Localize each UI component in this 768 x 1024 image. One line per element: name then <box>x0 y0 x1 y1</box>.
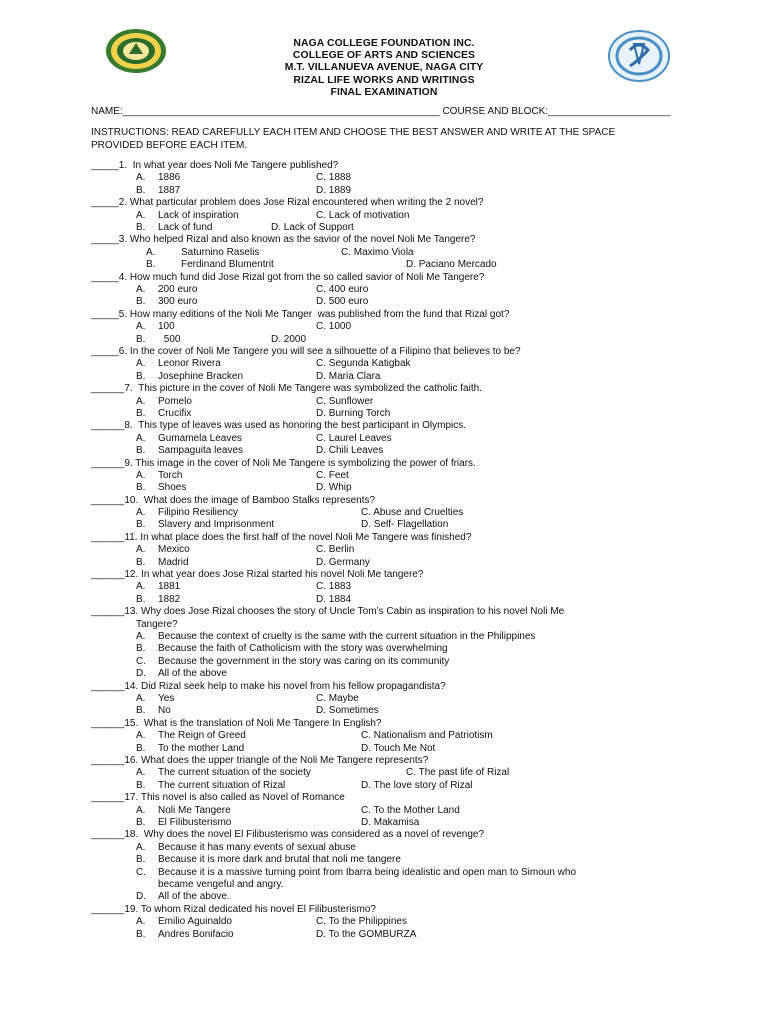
choice-option: C. Laurel Leaves <box>316 432 392 444</box>
choice-option: Sampaguita leaves <box>158 445 244 457</box>
choice-option: D. 1884 <box>316 593 352 605</box>
choice-option: Lack of inspiration <box>158 209 239 221</box>
choice-option: Mexico <box>158 544 190 556</box>
choice-option: Pomelo <box>158 395 192 407</box>
choice-letter: B. <box>136 593 146 605</box>
question-text: ______13. Why does Jose Rizal chooses the story of Uncle Tom’s Cabin as inspiration to his novel Noli Me <box>91 606 565 618</box>
choice-letter: B. <box>136 184 146 196</box>
choice-option: D. Whip <box>316 482 352 494</box>
choice-letter: B. <box>136 519 146 531</box>
choice-option: 500 <box>161 333 181 345</box>
question-text: ______19. To whom Rizal dedicated his novel El Filibusterismo? <box>91 903 376 915</box>
header-line: FINAL EXAMINATION <box>330 86 438 98</box>
choice-row <box>91 631 691 643</box>
choice-letter: A. <box>136 581 146 593</box>
choice-option: C. 1883 <box>316 581 352 593</box>
question-text: ______17. This novel is also called as Novel of Romance <box>91 792 345 804</box>
choice-letter: B. <box>136 928 146 940</box>
choice-option: C. 400 euro <box>316 283 369 295</box>
choice-row <box>91 643 691 655</box>
choice-option: C. Berlin <box>316 544 355 556</box>
choice-row <box>91 544 691 556</box>
choice-option: The current situation of the society <box>158 767 311 779</box>
choice-option: D. Chili Leaves <box>316 445 384 457</box>
choice-row <box>91 705 691 717</box>
choice-row <box>91 842 691 854</box>
question-text: _____5. How many editions of the Noli Me Tanger was published from the fund that Rizal got? <box>91 308 510 320</box>
choice-option: Lack of fund <box>158 221 213 233</box>
choice-letter: D. <box>136 891 146 903</box>
choice-letter: A. <box>136 730 146 742</box>
header-line: RIZAL LIFE WORKS AND WRITINGS <box>293 74 475 86</box>
choice-row <box>91 879 691 891</box>
header-line: M.T. VILLANUEVA AVENUE, NAGA CITY <box>284 62 484 74</box>
choice-option: El Filibusterismo <box>158 816 232 828</box>
question-text: _____4. How much fund did Jose Rizal got from the so called savior of Noli Me Tangere? <box>91 271 485 283</box>
choice-row <box>91 482 691 494</box>
choice-letter: B. <box>136 556 146 568</box>
choice-letter: A. <box>136 358 146 370</box>
choice-option: Emilio Aguinaldo <box>158 916 232 928</box>
choice-row <box>91 867 691 879</box>
choice-option: 1881 <box>158 581 181 593</box>
choice-row <box>91 581 691 593</box>
choice-row <box>91 470 691 482</box>
choice-option: C. 1888 <box>316 172 352 184</box>
choice-letter: B. <box>136 221 146 233</box>
choice-letter: B. <box>136 779 146 791</box>
exam-header <box>0 38 768 99</box>
name-course-fields[interactable]: NAME:_________________________________________________________ COURSE AND BLOCK:______________________ <box>91 106 671 117</box>
choice-option: The current situation of Rizal <box>158 779 286 791</box>
choice-letter: B. <box>136 407 146 419</box>
question-text: _____3. Who helped Rizal and also known as the savior of the novel Noli Me Tangere? <box>91 234 476 246</box>
choice-option: 1882 <box>158 593 181 605</box>
choice-option: C. Maybe <box>316 693 359 705</box>
choice-row <box>91 247 691 259</box>
choice-letter: A. <box>136 469 146 481</box>
choice-option: C. Nationalism and Patriotism <box>361 730 493 742</box>
choice-option: Gumamela Leaves <box>158 432 242 444</box>
choice-option: D. Sometimes <box>316 705 379 717</box>
choice-letter: A. <box>136 631 146 643</box>
choice-option: D. 500 euro <box>316 296 369 308</box>
choice-row <box>91 817 691 829</box>
question-text: ______11. In what place does the first half of the novel Noli Me Tangere was finished? <box>91 531 472 543</box>
choice-option: Because the government in the story was caring on its community <box>158 655 450 667</box>
choice-option: Shoes <box>158 482 187 494</box>
choice-letter: D. <box>136 668 146 680</box>
choice-row <box>91 693 691 705</box>
choice-row <box>91 445 691 457</box>
choice-row <box>91 929 691 941</box>
choice-letter: B. <box>136 370 146 382</box>
choice-letter: B. <box>136 854 146 866</box>
choice-option: D. Paciano Mercado <box>406 259 497 271</box>
choice-letter: A. <box>136 544 146 556</box>
question-text: _____6. In the cover of Noli Me Tangere you will see a silhouette of a Filipino that believes to be? <box>91 345 521 357</box>
choice-option: C. Segunda Katigbak <box>316 358 411 370</box>
choice-row <box>91 396 691 408</box>
choice-option: D. Germany <box>316 556 370 568</box>
choice-option: became vengeful and angry. <box>158 878 284 890</box>
choice-row <box>91 668 691 680</box>
choice-letter: C. <box>136 655 146 667</box>
choice-letter: B. <box>136 643 146 655</box>
choice-option: D. Makamisa <box>361 816 420 828</box>
choice-row <box>91 185 691 197</box>
choice-letter: B. <box>136 742 146 754</box>
choice-option: No <box>158 705 171 717</box>
question-text: ______7. This picture in the cover of Noli Me Tangere was symbolized the catholic faith. <box>91 383 482 395</box>
choice-row <box>91 780 691 792</box>
choice-letter: A. <box>136 321 146 333</box>
choice-row <box>91 519 691 531</box>
choice-option: The Reign of Greed <box>158 730 246 742</box>
choice-letter: A. <box>136 804 146 816</box>
choice-row <box>91 916 691 928</box>
choice-letter: A. <box>136 172 146 184</box>
choice-row <box>91 259 691 271</box>
choice-option: Noli Me Tangere <box>158 804 231 816</box>
choice-row <box>91 371 691 383</box>
choice-option: All of the above <box>158 668 227 680</box>
choice-option: Leonor Rivera <box>158 358 221 370</box>
choice-option: 1887 <box>158 184 181 196</box>
question-text: _____2. What particular problem does Jose Rizal encountered when writing the 2 novel? <box>91 197 484 209</box>
choice-option: Because the faith of Catholicism with the story was overwhelming <box>158 643 448 655</box>
choice-option: 100 <box>158 321 175 333</box>
choice-letter: B. <box>136 296 146 308</box>
choice-option: Torch <box>158 469 183 481</box>
choice-letter: B. <box>136 816 146 828</box>
choice-option: Slavery and Imprisonment <box>158 519 275 531</box>
choice-row <box>91 854 691 866</box>
choice-option: C. The past life of Rizal <box>406 767 510 779</box>
choice-row <box>91 321 691 333</box>
choice-option: D. Self- Flagellation <box>361 519 449 531</box>
choice-row <box>91 433 691 445</box>
choice-option: D. Touch Me Not <box>361 742 436 754</box>
choice-row <box>91 557 691 569</box>
choice-letter: B. <box>136 482 146 494</box>
choice-option: C. 1000 <box>316 321 352 333</box>
choice-option: All of the above. <box>158 891 230 903</box>
choice-row <box>91 805 691 817</box>
choice-letter: A. <box>136 916 146 928</box>
choice-letter: B. <box>136 333 146 345</box>
choice-row <box>91 891 691 903</box>
choice-option: D. Burning Torch <box>316 407 391 419</box>
choice-option: Madrid <box>158 556 189 568</box>
choice-letter: A. <box>136 507 146 519</box>
choice-row <box>91 594 691 606</box>
choice-option: C. To the Mother Land <box>361 804 460 816</box>
question-list <box>91 160 691 941</box>
question-text: ______16. What does the upper triangle of the Noli Me Tangere represents? <box>91 754 429 766</box>
choice-option: Because it has many events of sexual abuse <box>158 841 356 853</box>
choice-row <box>91 408 691 420</box>
instructions: INSTRUCTIONS: READ CAREFULLY EACH ITEM AND CHOOSE THE BEST ANSWER AND WRITE AT THE SPACE PROVIDED BEFORE EACH ITEM. <box>91 127 616 151</box>
choice-option: Filipino Resiliency <box>158 507 239 519</box>
choice-option: Because it is a massive turning point from Ibarra being idealistic and open man to Simoun who <box>158 866 577 878</box>
choice-row <box>91 222 691 234</box>
choice-row <box>91 172 691 184</box>
choice-letter: A. <box>136 283 146 295</box>
choice-row <box>91 358 691 370</box>
choice-letter: A. <box>146 246 156 258</box>
choice-letter: C. <box>136 866 146 878</box>
choice-letter: A. <box>136 395 146 407</box>
choice-option: Yes <box>158 693 175 705</box>
choice-letter: B. <box>146 259 156 271</box>
choice-letter: A. <box>136 432 146 444</box>
choice-option: D. To the GOMBURZA <box>316 928 417 940</box>
choice-option: 1886 <box>158 172 181 184</box>
choice-option: Because the context of cruelty is the same with the current situation in the Philippines <box>158 631 536 643</box>
choice-option: Crucifix <box>158 407 192 419</box>
question-text: _____1. In what year does Noli Me Tangere published? <box>91 160 339 171</box>
choice-row <box>91 767 691 779</box>
choice-row <box>91 656 691 668</box>
question-text: ______8. This type of leaves was used as honoring the best participant in Olympics. <box>91 420 467 432</box>
choice-row <box>91 334 691 346</box>
choice-option: Andres Bonifacio <box>158 928 234 940</box>
choice-row <box>91 284 691 296</box>
choice-option: Because it is more dark and brutal that noli me tangere <box>158 854 401 866</box>
choice-row <box>91 743 691 755</box>
choice-option: To the mother Land <box>158 742 245 754</box>
choice-row <box>91 730 691 742</box>
choice-letter: A. <box>136 767 146 779</box>
question-text: ______15. What is the translation of Noli Me Tangere In English? <box>91 717 382 729</box>
choice-option: 200 euro <box>158 283 198 295</box>
choice-option: Josephine Bracken <box>158 370 244 382</box>
question-text: ______9. This image in the cover of Noli Me Tangere is symbolizing the power of friars. <box>91 457 476 469</box>
choice-option: D. 2000 <box>271 333 307 345</box>
choice-letter: A. <box>136 693 146 705</box>
choice-letter: B. <box>136 705 146 717</box>
choice-row <box>91 210 691 222</box>
header-line: NAGA COLLEGE FOUNDATION INC. <box>293 38 475 49</box>
choice-option: C. Sunflower <box>316 395 374 407</box>
choice-option: Ferdinand Blumentrit <box>181 259 274 271</box>
choice-option: C. Feet <box>316 469 349 481</box>
choice-row <box>91 296 691 308</box>
choice-letter: B. <box>136 445 146 457</box>
choice-option: C. Maximo Viola <box>341 246 414 258</box>
choice-option: D. 1889 <box>316 184 352 196</box>
question-text: ______10. What does the image of Bamboo Stalks represents? <box>91 494 376 506</box>
choice-option: D. Lack of Support <box>271 221 354 233</box>
choice-option: D. Maria Clara <box>316 370 381 382</box>
choice-option: C. Lack of motivation <box>316 209 410 221</box>
question-text: ______12. In what year does Jose Rizal started his novel Noli Me tangere? <box>91 569 424 581</box>
question-text: ______18. Why does the novel El Filibusterismo was considered as a novel of revenge? <box>91 829 485 841</box>
header-line: COLLEGE OF ARTS AND SCIENCES <box>292 50 476 62</box>
choice-option: Saturnino Raselis <box>181 246 260 258</box>
choice-row <box>91 507 691 519</box>
choice-option: C. Abuse and Cruelties <box>361 507 464 519</box>
choice-letter: A. <box>136 841 146 853</box>
choice-option: D. The love story of Rizal <box>361 779 473 791</box>
choice-letter: A. <box>136 209 146 221</box>
choice-option: 300 euro <box>158 296 198 308</box>
question-text-continued: Tangere? <box>136 618 178 630</box>
question-text: ______14. Did Rizal seek help to make his novel from his fellow propagandista? <box>91 680 446 692</box>
choice-option: C. To the Philippines <box>316 916 407 928</box>
